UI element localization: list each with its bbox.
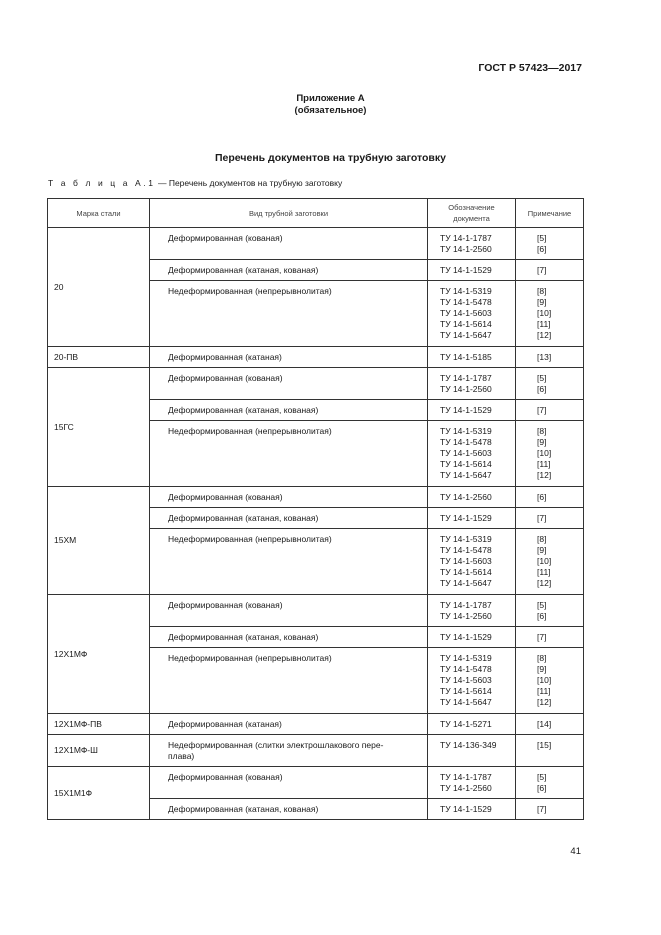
document-line: ТУ 14-1-5614 bbox=[440, 685, 492, 696]
page-number: 41 bbox=[570, 846, 581, 857]
table-row bbox=[48, 713, 584, 734]
document-line: ТУ 14-1-1529 bbox=[440, 804, 492, 815]
table-body bbox=[48, 228, 584, 820]
billet-type-cell bbox=[150, 766, 428, 798]
document-line: ТУ 14-1-5319 bbox=[440, 652, 492, 663]
note-cell bbox=[516, 713, 584, 734]
billet-type-cell bbox=[150, 421, 428, 487]
billet-type-cell bbox=[150, 594, 428, 626]
billet-type-cell bbox=[150, 346, 428, 367]
note-cell bbox=[516, 400, 584, 421]
document-cell bbox=[428, 713, 516, 734]
document-line: ТУ 14-1-1787 bbox=[440, 599, 492, 610]
billet-type-cell bbox=[150, 507, 428, 528]
note-line: [6] bbox=[537, 383, 547, 394]
document-cell bbox=[428, 799, 516, 820]
document-line: ТУ 14-1-5603 bbox=[440, 674, 492, 685]
document-cell bbox=[428, 346, 516, 367]
appendix-title: Приложение А bbox=[296, 93, 365, 104]
document-line: ТУ 14-1-2560 bbox=[440, 491, 492, 502]
note-cell bbox=[516, 507, 584, 528]
document-line: ТУ 14-1-5185 bbox=[440, 351, 492, 362]
document-cell bbox=[428, 626, 516, 647]
document-line: ТУ 14-1-5478 bbox=[440, 544, 492, 555]
billet-type-cell bbox=[150, 528, 428, 594]
note-cell bbox=[516, 486, 584, 507]
note-line: [11] bbox=[537, 319, 551, 330]
table-caption bbox=[48, 178, 342, 188]
type-line: Деформированная (кованая) bbox=[168, 372, 283, 383]
document-line: ТУ 14-1-5271 bbox=[440, 718, 492, 729]
document-cell bbox=[428, 594, 516, 626]
note-cell bbox=[516, 281, 584, 347]
table-row bbox=[48, 346, 584, 367]
steel-grade-cell: 15ГС bbox=[48, 367, 150, 486]
document-line: ТУ 14-1-5647 bbox=[440, 696, 492, 707]
document-line: ТУ 14-1-5603 bbox=[440, 555, 492, 566]
note-line: [5] bbox=[537, 599, 547, 610]
document-cell bbox=[428, 421, 516, 487]
header-note: Примечание bbox=[516, 199, 584, 228]
document-cell bbox=[428, 766, 516, 798]
document-line: ТУ 14-1-5647 bbox=[440, 470, 492, 481]
document-line: ТУ 14-1-2560 bbox=[440, 610, 492, 621]
document-line: ТУ 14-1-1529 bbox=[440, 512, 492, 523]
document-line: ТУ 14-1-1787 bbox=[440, 372, 492, 383]
steel-grade-cell: 12Х1МФ-Ш bbox=[48, 734, 150, 766]
note-cell bbox=[516, 626, 584, 647]
billet-type-cell bbox=[150, 260, 428, 281]
note-line: [8] bbox=[537, 286, 547, 297]
type-line: Деформированная (катаная, кованая) bbox=[168, 804, 319, 815]
table-row bbox=[48, 228, 584, 260]
document-cell bbox=[428, 647, 516, 713]
document-line: ТУ 14-1-1787 bbox=[440, 771, 492, 782]
billet-type-cell bbox=[150, 799, 428, 820]
note-line: [12] bbox=[537, 470, 552, 481]
table-caption-text: — Перечень документов на трубную заготовку bbox=[157, 178, 343, 188]
type-line: Деформированная (катаная) bbox=[168, 351, 282, 362]
note-line: [7] bbox=[537, 804, 547, 815]
document-line: ТУ 14-1-1529 bbox=[440, 265, 492, 276]
type-line: Недеформированная (непрерывнолитая) bbox=[168, 652, 332, 663]
document-line: ТУ 14-1-5478 bbox=[440, 663, 492, 674]
note-line: [11] bbox=[537, 459, 551, 470]
note-cell bbox=[516, 766, 584, 798]
note-line: [9] bbox=[537, 297, 547, 308]
document-line: ТУ 14-1-5614 bbox=[440, 566, 492, 577]
note-cell bbox=[516, 260, 584, 281]
type-line: Деформированная (катаная, кованая) bbox=[168, 512, 319, 523]
billet-type-cell bbox=[150, 400, 428, 421]
document-cell bbox=[428, 400, 516, 421]
header-doc-line: документа bbox=[453, 214, 490, 223]
type-line: Деформированная (катаная) bbox=[168, 718, 282, 729]
document-line: ТУ 14-1-5647 bbox=[440, 577, 492, 588]
note-line: [12] bbox=[537, 330, 552, 341]
note-cell bbox=[516, 528, 584, 594]
note-line: [6] bbox=[537, 782, 547, 793]
note-cell bbox=[516, 228, 584, 260]
document-cell bbox=[428, 507, 516, 528]
document-line: ТУ 14-1-5614 bbox=[440, 459, 492, 470]
note-line: [7] bbox=[537, 512, 547, 523]
document-cell bbox=[428, 228, 516, 260]
type-line: Деформированная (катаная, кованая) bbox=[168, 631, 319, 642]
note-line: [7] bbox=[537, 631, 547, 642]
document-line: ТУ 14-1-5319 bbox=[440, 426, 492, 437]
type-line: Деформированная (кованая) bbox=[168, 233, 283, 243]
document-line: ТУ 14-1-1529 bbox=[440, 405, 492, 416]
note-line: [8] bbox=[537, 533, 547, 544]
document-line: ТУ 14-136-349 bbox=[440, 739, 497, 750]
note-cell bbox=[516, 734, 584, 766]
steel-grade-cell: 20 bbox=[48, 228, 150, 347]
note-line: [13] bbox=[537, 351, 552, 362]
note-line: [15] bbox=[537, 739, 552, 750]
note-line: [9] bbox=[537, 544, 547, 555]
note-cell bbox=[516, 799, 584, 820]
table-row bbox=[48, 734, 584, 766]
type-line: Недеформированная (непрерывнолитая) bbox=[168, 426, 332, 437]
note-line: [12] bbox=[537, 577, 552, 588]
note-line: [5] bbox=[537, 233, 547, 243]
note-line: [6] bbox=[537, 244, 547, 254]
billet-type-cell bbox=[150, 228, 428, 260]
type-line: Деформированная (кованая) bbox=[168, 599, 283, 610]
table-row bbox=[48, 367, 584, 399]
table-header-row bbox=[48, 199, 584, 228]
note-line: [5] bbox=[537, 372, 547, 383]
billet-type-cell bbox=[150, 734, 428, 766]
type-line: Деформированная (кованая) bbox=[168, 491, 283, 502]
note-line: [12] bbox=[537, 696, 552, 707]
note-line: [9] bbox=[537, 663, 547, 674]
note-cell bbox=[516, 367, 584, 399]
steel-grade-cell: 20-ПВ bbox=[48, 346, 150, 367]
document-cell bbox=[428, 367, 516, 399]
note-line: [8] bbox=[537, 652, 547, 663]
note-line: [9] bbox=[537, 437, 547, 448]
document-line: ТУ 14-1-2560 bbox=[440, 244, 492, 254]
type-line: Недеформированная (слитки электрошлакового пере- bbox=[168, 739, 384, 750]
type-line: Деформированная (катаная, кованая) bbox=[168, 405, 319, 416]
billet-type-cell bbox=[150, 713, 428, 734]
document-line: ТУ 14-1-2560 bbox=[440, 782, 492, 793]
note-line: [11] bbox=[537, 566, 551, 577]
header-grade: Марка стали bbox=[48, 199, 150, 228]
type-line: Деформированная (кованая) bbox=[168, 771, 283, 782]
note-line: [5] bbox=[537, 771, 547, 782]
steel-grade-cell: 12Х1МФ-ПВ bbox=[48, 713, 150, 734]
note-cell bbox=[516, 594, 584, 626]
document-line: ТУ 14-1-5478 bbox=[440, 297, 492, 308]
document-cell bbox=[428, 734, 516, 766]
header-doc bbox=[428, 199, 516, 228]
document-line: ТУ 14-1-1529 bbox=[440, 631, 492, 642]
type-line: плава) bbox=[168, 750, 195, 761]
billet-type-cell bbox=[150, 486, 428, 507]
note-line: [10] bbox=[537, 448, 552, 459]
billet-type-cell bbox=[150, 367, 428, 399]
type-line: Недеформированная (непрерывнолитая) bbox=[168, 533, 332, 544]
note-line: [10] bbox=[537, 555, 552, 566]
steel-grade-cell: 15ХМ bbox=[48, 486, 150, 594]
note-line: [7] bbox=[537, 265, 547, 276]
table-caption-label: Т а б л и ц а А.1 bbox=[48, 178, 156, 188]
document-line: ТУ 14-1-5647 bbox=[440, 330, 492, 341]
appendix-subtitle: (обязательное) bbox=[294, 105, 367, 116]
type-line: Деформированная (катаная, кованая) bbox=[168, 265, 319, 276]
note-cell bbox=[516, 346, 584, 367]
document-cell bbox=[428, 486, 516, 507]
steel-grade-cell: 15Х1М1Ф bbox=[48, 766, 150, 819]
list-title: Перечень документов на трубную заготовку bbox=[215, 152, 446, 164]
note-line: [10] bbox=[537, 674, 552, 685]
standard-number: ГОСТ Р 57423—2017 bbox=[478, 62, 582, 74]
note-line: [11] bbox=[537, 685, 551, 696]
steel-grade-cell: 12Х1МФ bbox=[48, 594, 150, 713]
note-line: [14] bbox=[537, 718, 552, 729]
document-line: ТУ 14-1-5319 bbox=[440, 533, 492, 544]
billet-type-cell bbox=[150, 647, 428, 713]
document-line: ТУ 14-1-5603 bbox=[440, 448, 492, 459]
note-cell bbox=[516, 647, 584, 713]
document-cell bbox=[428, 528, 516, 594]
billet-type-cell bbox=[150, 281, 428, 347]
note-line: [6] bbox=[537, 491, 547, 502]
table-row bbox=[48, 766, 584, 798]
header-type: Вид трубной заготовки bbox=[150, 199, 428, 228]
document-line: ТУ 14-1-5614 bbox=[440, 319, 492, 330]
document-line: ТУ 14-1-2560 bbox=[440, 383, 492, 394]
documents-table bbox=[47, 198, 584, 820]
document-cell bbox=[428, 281, 516, 347]
billet-type-cell bbox=[150, 626, 428, 647]
note-line: [6] bbox=[537, 610, 547, 621]
note-line: [10] bbox=[537, 308, 552, 319]
type-line: Недеформированная (непрерывнолитая) bbox=[168, 286, 332, 297]
document-cell bbox=[428, 260, 516, 281]
note-line: [7] bbox=[537, 405, 547, 416]
document-line: ТУ 14-1-1787 bbox=[440, 233, 492, 243]
table-row bbox=[48, 486, 584, 507]
note-line: [8] bbox=[537, 426, 547, 437]
header-doc-line: Обозначение bbox=[448, 203, 495, 212]
table-row bbox=[48, 594, 584, 626]
document-line: ТУ 14-1-5603 bbox=[440, 308, 492, 319]
note-cell bbox=[516, 421, 584, 487]
document-line: ТУ 14-1-5478 bbox=[440, 437, 492, 448]
document-line: ТУ 14-1-5319 bbox=[440, 286, 492, 297]
